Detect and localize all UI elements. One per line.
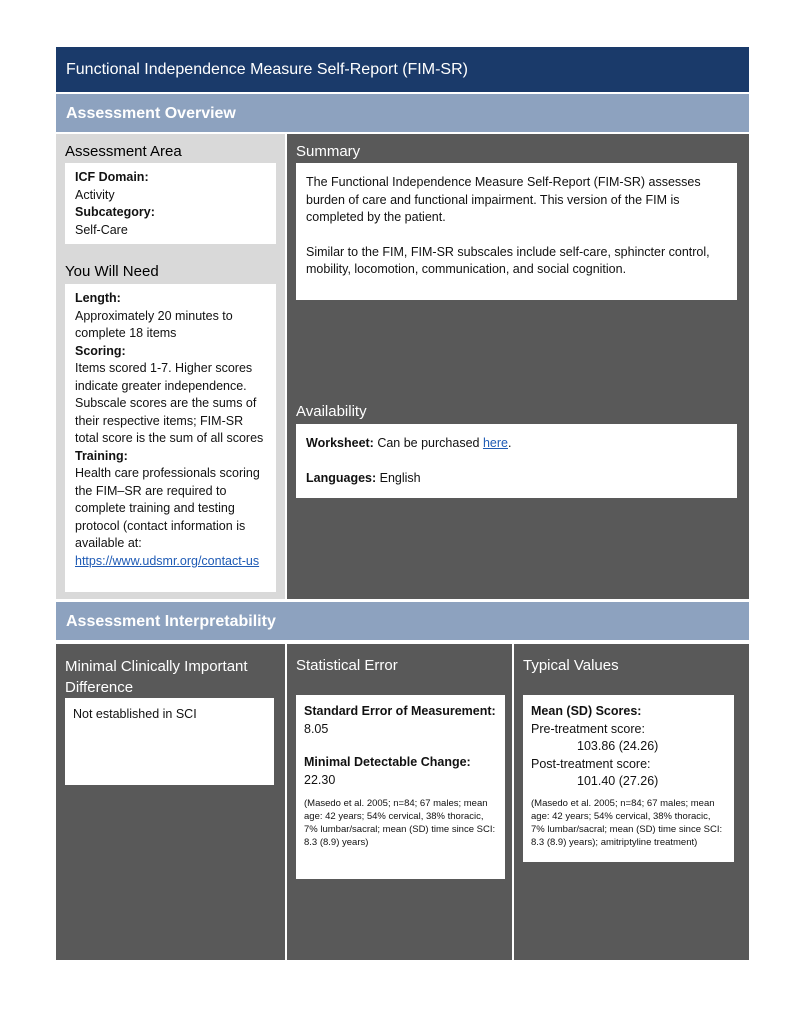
assessment-area-box [65, 163, 276, 244]
training-label: Training: [75, 448, 128, 463]
length-value: Approximately 20 minutes to complete 18 items [75, 308, 233, 340]
worksheet-label: Worksheet: [306, 436, 374, 450]
summary-paragraph-2: Similar to the FIM, FIM-SR subscales include self-care, sphincter control, mobility, locomotion, communication, and social cognition. [306, 244, 710, 276]
availability-header: Availability [296, 403, 367, 420]
languages-label: Languages: [306, 470, 377, 485]
statistical-error-header: Statistical Error [296, 657, 398, 674]
overview-section-header: Assessment Overview [56, 94, 749, 132]
icf-domain-label: ICF Domain: [75, 170, 149, 184]
you-will-need-header: You Will Need [65, 263, 159, 280]
subcategory-value: Self-Care [75, 222, 128, 237]
statistical-error-box [296, 695, 505, 879]
pre-treatment-value: 103.86 (24.26) [577, 739, 659, 753]
assessment-area-header: Assessment Area [65, 143, 182, 160]
mcid-header: Minimal Clinically Important Difference [65, 658, 248, 696]
worksheet-end: . [508, 436, 512, 450]
languages-value: English [379, 470, 421, 485]
typical-values-header: Typical Values [523, 657, 619, 674]
interpretability-section-header: Assessment Interpretability [56, 602, 749, 640]
typical-values-citation: (Masedo et al. 2005; n=84; 67 males; mean age: 42 years; 54% cervical, 38% thoracic, 7% lumbar/sacral; mean (SD) time since SCI: 8.3 (8.9) years); amitriptyline treatment) [531, 797, 723, 848]
worksheet-link[interactable]: here [482, 436, 508, 450]
scoring-label: Scoring: [75, 343, 126, 358]
you-will-need-box [65, 284, 276, 592]
scoring-value: Items scored 1-7. Higher scores indicate greater independence. Subscale scores are the sums of their respective items; FIM-SR total score is the sum of all scores [75, 361, 264, 445]
statistical-error-citation: (Masedo et al. 2005; n=84; 67 males; mean age: 42 years; 54% cervical, 38% thoracic, 7% lumbar/sacral; mean (SD) time since SCI: 8.3 (8.9) years) [304, 798, 496, 848]
availability-box [296, 424, 737, 498]
mdc-value: 22.30 [304, 772, 336, 787]
summary-box [296, 163, 737, 300]
summary-header: Summary [296, 143, 361, 160]
icf-domain-value: Activity [75, 187, 115, 202]
length-label: Length: [75, 291, 121, 305]
page-title: Functional Independence Measure Self-Report (FIM-SR) [56, 47, 749, 92]
mcid-value: Not established in SCI [73, 707, 197, 721]
pre-treatment-label: Pre-treatment score: [531, 721, 645, 736]
summary-paragraph-1: The Functional Independence Measure Self-Report (FIM-SR) assesses burden of care and functional impairment. This version of the FIM is completed by the patient. [306, 175, 701, 224]
sem-value: 8.05 [304, 721, 329, 736]
sem-label: Standard Error of Measurement: [304, 704, 496, 718]
mean-scores-label: Mean (SD) Scores: [531, 704, 642, 718]
mdc-label: Minimal Detectable Change: [304, 755, 471, 769]
typical-values-box [523, 695, 734, 862]
training-value: Health care professionals scoring the FIM–SR are required to complete training and testing protocol (contact information is available at: [75, 466, 260, 550]
mcid-box [65, 698, 274, 785]
subcategory-label: Subcategory: [75, 205, 155, 219]
post-treatment-value: 101.40 (27.26) [577, 774, 659, 788]
worksheet-text: Can be purchased [377, 436, 480, 450]
contact-link[interactable]: https://www.udsmr.org/contact-us [75, 553, 260, 568]
post-treatment-label: Post-treatment score: [531, 756, 651, 771]
